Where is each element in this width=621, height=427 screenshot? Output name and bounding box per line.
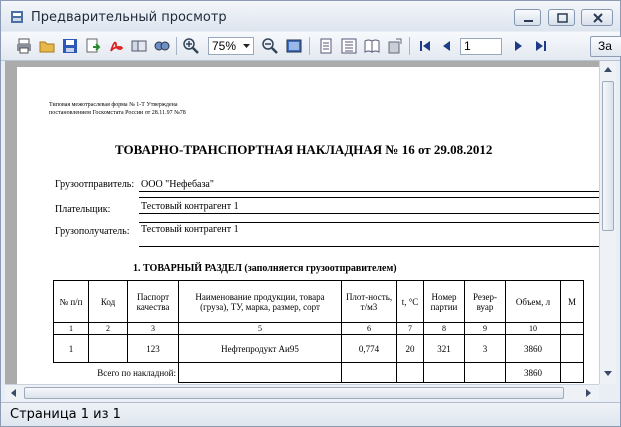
close-icon	[582, 10, 614, 27]
zoom-out-icon[interactable]	[261, 37, 279, 55]
underline	[139, 191, 599, 192]
header-cell: Наименование продукции, товара (груза), ТУ, марка, размер, сорт	[179, 281, 342, 323]
pdf-icon[interactable]	[107, 37, 125, 55]
save-icon[interactable]	[61, 37, 79, 55]
total-label: Всего по накладной:	[97, 367, 176, 378]
zoom-value: 75%	[212, 39, 237, 53]
page-info: Страница 1 из 1	[10, 407, 121, 422]
open-folder-icon[interactable]	[38, 37, 56, 55]
header-cell: t, °С	[397, 281, 424, 323]
underline	[139, 222, 599, 223]
minimize-button[interactable]	[514, 9, 541, 26]
toolbar-separator	[309, 37, 310, 55]
table-cell	[397, 363, 424, 383]
column-number: 7	[397, 323, 424, 335]
document-page	[17, 67, 599, 384]
underline	[139, 246, 599, 247]
table-cell	[89, 335, 128, 363]
scroll-left-icon[interactable]	[9, 388, 17, 398]
column-number: 9	[465, 323, 506, 335]
send-icon[interactable]	[130, 37, 148, 55]
zoom-select[interactable]	[208, 37, 254, 55]
multi-page-icon[interactable]	[340, 37, 358, 55]
table-cell: 20	[397, 335, 424, 363]
zoom-in-icon[interactable]	[182, 37, 200, 55]
header-cell: Плот-ность, т/м3	[342, 281, 397, 323]
table-cell: 3860	[506, 335, 561, 363]
table-cell: 0,774	[342, 335, 397, 363]
single-page-icon[interactable]	[317, 37, 335, 55]
maximize-icon	[549, 10, 576, 27]
last-page-icon[interactable]	[532, 37, 550, 55]
column-number: 10	[506, 323, 561, 335]
column-number: 2	[89, 323, 128, 335]
page-number-input[interactable]: 1	[460, 38, 502, 55]
preview-area	[5, 61, 599, 384]
toolbar	[1, 32, 620, 61]
first-page-icon[interactable]	[416, 37, 434, 55]
column-number	[561, 323, 584, 335]
column-number: 8	[424, 323, 465, 335]
window-title: Предварительный просмотр	[31, 10, 227, 25]
toolbar-separator	[409, 37, 410, 55]
form-note-line: постановлением Госкомстата России от 28.11.97 №78	[49, 110, 186, 116]
close-window-button[interactable]	[581, 9, 613, 26]
vertical-scroll-thumb[interactable]	[602, 81, 614, 231]
column-number: 6	[342, 323, 397, 335]
column-number: 5	[179, 323, 342, 335]
edit-page-icon[interactable]	[386, 37, 404, 55]
minimize-icon	[515, 10, 542, 27]
book-icon[interactable]	[363, 37, 381, 55]
table-cell: 123	[128, 335, 179, 363]
scroll-up-icon[interactable]	[603, 65, 613, 73]
table-cell: 1	[54, 335, 89, 363]
close-preview-button[interactable]: За	[590, 36, 621, 57]
consignee-label: Грузополучатель:	[55, 226, 130, 237]
table-cell: 321	[424, 335, 465, 363]
app-icon	[9, 9, 25, 25]
table-header-row	[54, 281, 584, 323]
header-cell: Резер-вуар	[465, 281, 506, 323]
table-cell: Нефтепродукт Аи95	[179, 335, 342, 363]
total-row	[54, 363, 584, 383]
print-icon[interactable]	[15, 37, 33, 55]
header-cell: Номер партии	[424, 281, 465, 323]
table-cell: 3	[465, 335, 506, 363]
horizontal-scrollbar[interactable]	[5, 384, 599, 401]
payer-value: Тестовый контрагент 1	[141, 201, 239, 212]
vertical-scrollbar[interactable]	[599, 61, 616, 384]
horizontal-scroll-thumb[interactable]	[24, 387, 564, 399]
document-title: ТОВАРНО-ТРАНСПОРТНАЯ НАКЛАДНАЯ № 16 от 29.08.2012	[115, 142, 493, 157]
fit-page-icon[interactable]	[285, 37, 303, 55]
header-cell: М	[561, 281, 584, 323]
find-icon[interactable]	[153, 37, 171, 55]
payer-label: Плательщик:	[55, 204, 111, 215]
table-row	[54, 335, 584, 363]
maximize-button[interactable]	[548, 9, 575, 26]
shipper-label: Грузоотправитель:	[55, 179, 135, 190]
underline	[139, 213, 599, 214]
table-cell	[179, 363, 342, 383]
table-cell	[424, 363, 465, 383]
scrollbar-corner	[599, 384, 616, 401]
table-cell	[561, 335, 584, 363]
column-number: 1	[54, 323, 89, 335]
previous-page-icon[interactable]	[438, 37, 456, 55]
consignee-value: Тестовый контрагент 1	[141, 224, 239, 235]
toolbar-separator	[176, 37, 177, 55]
header-cell: Код	[89, 281, 128, 323]
section-title: 1. ТОВАРНЫЙ РАЗДЕЛ (заполняется грузоотправителем)	[133, 263, 397, 274]
shipper-value: ООО "Нефебаза"	[141, 179, 214, 190]
next-page-icon[interactable]	[509, 37, 527, 55]
header-cell: Паспорт качества	[128, 281, 179, 323]
header-cell: № п/п	[54, 281, 89, 323]
column-number: 3	[128, 323, 179, 335]
table-cell	[561, 363, 584, 383]
column-number-row	[54, 323, 584, 335]
scroll-right-icon[interactable]	[585, 388, 593, 398]
form-note-line: Типовая межотраслевая форма № 1-Т Утверждена	[49, 102, 178, 108]
title-bar	[1, 1, 620, 31]
table-cell	[342, 363, 397, 383]
header-cell: Объем, л	[506, 281, 561, 323]
scroll-down-icon[interactable]	[603, 370, 613, 378]
underline	[139, 197, 599, 198]
status-bar	[1, 402, 620, 426]
form-note	[49, 101, 186, 117]
total-volume: 3860	[506, 363, 561, 383]
export-icon[interactable]	[84, 37, 102, 55]
chevron-down-icon	[240, 38, 253, 54]
table-cell	[465, 363, 506, 383]
goods-table	[53, 280, 584, 383]
